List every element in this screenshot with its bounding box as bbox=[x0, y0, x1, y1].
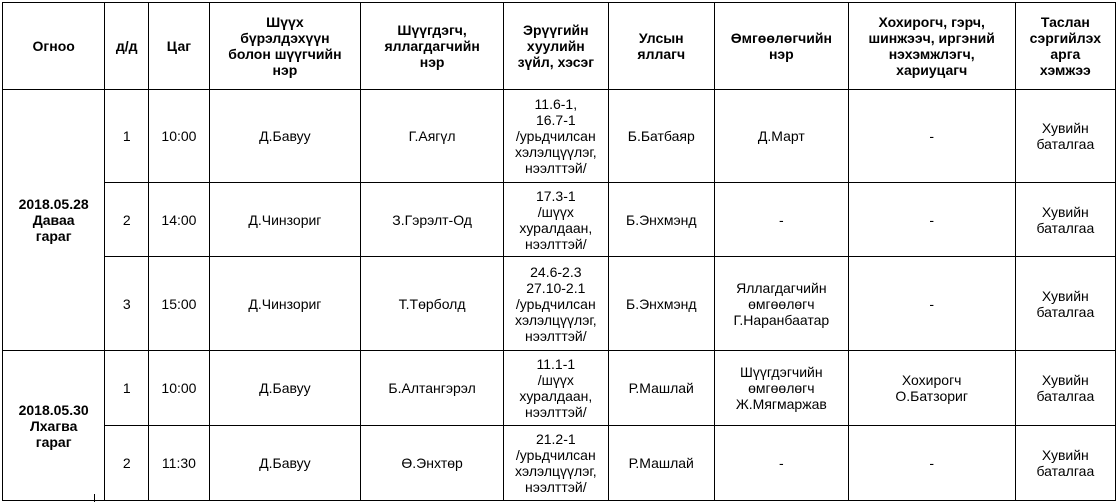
header-number: д/д bbox=[105, 3, 149, 90]
row-number: 2 bbox=[105, 183, 149, 257]
row-article: 17.3-1 /шүүх хуралдаан, нээлттэй/ bbox=[504, 183, 608, 257]
row-defendant: Б.Алтангэрэл bbox=[361, 351, 504, 426]
page-edge-mark bbox=[94, 494, 95, 502]
row-article: 24.6-2.3 27.10-2.1 /урьдчилсан хэлэлцүүлэг, нээлттэй/ bbox=[504, 257, 608, 351]
row-lawyer: Д.Март bbox=[715, 90, 849, 183]
row-prosecutor: Р.Машлай bbox=[608, 426, 714, 501]
row-judge: Д.Бавуу bbox=[209, 426, 360, 501]
row-defendant: Г.Аягүл bbox=[361, 90, 504, 183]
row-article: 21.2-1 /урьдчилсан хэлэлцүүлэг, нээлттэй/ bbox=[504, 426, 608, 501]
court-schedule-table bbox=[2, 2, 1116, 501]
row-lawyer: Шүүгдэгчийн өмгөөлөгч Ж.Мягмаржав bbox=[715, 351, 849, 426]
table-row bbox=[3, 183, 1116, 257]
table-row bbox=[3, 90, 1116, 183]
row-judge: Д.Бавуу bbox=[209, 90, 360, 183]
row-time: 14:00 bbox=[149, 183, 210, 257]
header-defendant: Шүүгдэгч, яллагдагчийн нэр bbox=[361, 3, 504, 90]
row-measure: Хувийн баталгаа bbox=[1015, 183, 1115, 257]
header-prosecutor: Улсын яллагч bbox=[608, 3, 714, 90]
row-measure: Хувийн баталгаа bbox=[1015, 426, 1115, 501]
header-victim-witness: Хохирогч, гэрч, шинжээч, иргэний нэхэмжлэгч, хариуцагч bbox=[848, 3, 1015, 90]
table-row bbox=[3, 257, 1116, 351]
table-row bbox=[3, 426, 1116, 501]
row-lawyer: - bbox=[715, 426, 849, 501]
row-lawyer: - bbox=[715, 183, 849, 257]
row-judge: Д.Чинзориг bbox=[209, 183, 360, 257]
header-preventive-measure: Таслан сэргийлэх арга хэмжээ bbox=[1015, 3, 1115, 90]
header-lawyer: Өмгөөлөгчийн нэр bbox=[715, 3, 849, 90]
row-article: 11.6-1, 16.7-1 /урьдчилсан хэлэлцүүлэг, нээлттэй/ bbox=[504, 90, 608, 183]
row-measure: Хувийн баталгаа bbox=[1015, 351, 1115, 426]
row-prosecutor: Р.Машлай bbox=[608, 351, 714, 426]
row-defendant: Ө.Энхтөр bbox=[361, 426, 504, 501]
row-prosecutor: Б.Энхмэнд bbox=[608, 183, 714, 257]
row-victim: - bbox=[848, 426, 1015, 501]
header-court-judge: Шүүх бүрэлдэхүүн болон шүүгчийн нэр bbox=[209, 3, 360, 90]
row-number: 2 bbox=[105, 426, 149, 501]
row-lawyer: Яллагдагчийн өмгөөлөгч Г.Наранбаатар bbox=[715, 257, 849, 351]
row-time: 10:00 bbox=[149, 90, 210, 183]
row-defendant: Т.Төрболд bbox=[361, 257, 504, 351]
row-judge: Д.Бавуу bbox=[209, 351, 360, 426]
row-measure: Хувийн баталгаа bbox=[1015, 90, 1115, 183]
row-victim: - bbox=[848, 183, 1015, 257]
row-time: 11:30 bbox=[149, 426, 210, 501]
row-number: 3 bbox=[105, 257, 149, 351]
header-criminal-article: Эрүүгийн хуулийн зүйл, хэсэг bbox=[504, 3, 608, 90]
header-date: Огноо bbox=[3, 3, 105, 90]
row-judge: Д.Чинзориг bbox=[209, 257, 360, 351]
header-row bbox=[3, 3, 1116, 90]
row-victim: Хохирогч О.Батзориг bbox=[848, 351, 1015, 426]
row-time: 10:00 bbox=[149, 351, 210, 426]
row-article: 11.1-1 /шүүх хуралдаан, нээлттэй/ bbox=[504, 351, 608, 426]
table-row bbox=[3, 351, 1116, 426]
row-time: 15:00 bbox=[149, 257, 210, 351]
row-victim: - bbox=[848, 257, 1015, 351]
row-prosecutor: Б.Энхмэнд bbox=[608, 257, 714, 351]
date-cell: 2018.05.30 Лхагва гараг bbox=[3, 351, 105, 501]
row-prosecutor: Б.Батбаяр bbox=[608, 90, 714, 183]
date-cell: 2018.05.28 Даваа гараг bbox=[3, 90, 105, 351]
row-number: 1 bbox=[105, 351, 149, 426]
row-number: 1 bbox=[105, 90, 149, 183]
header-time: Цаг bbox=[149, 3, 210, 90]
row-victim: - bbox=[848, 90, 1015, 183]
row-measure: Хувийн баталгаа bbox=[1015, 257, 1115, 351]
row-defendant: З.Гэрэлт-Од bbox=[361, 183, 504, 257]
